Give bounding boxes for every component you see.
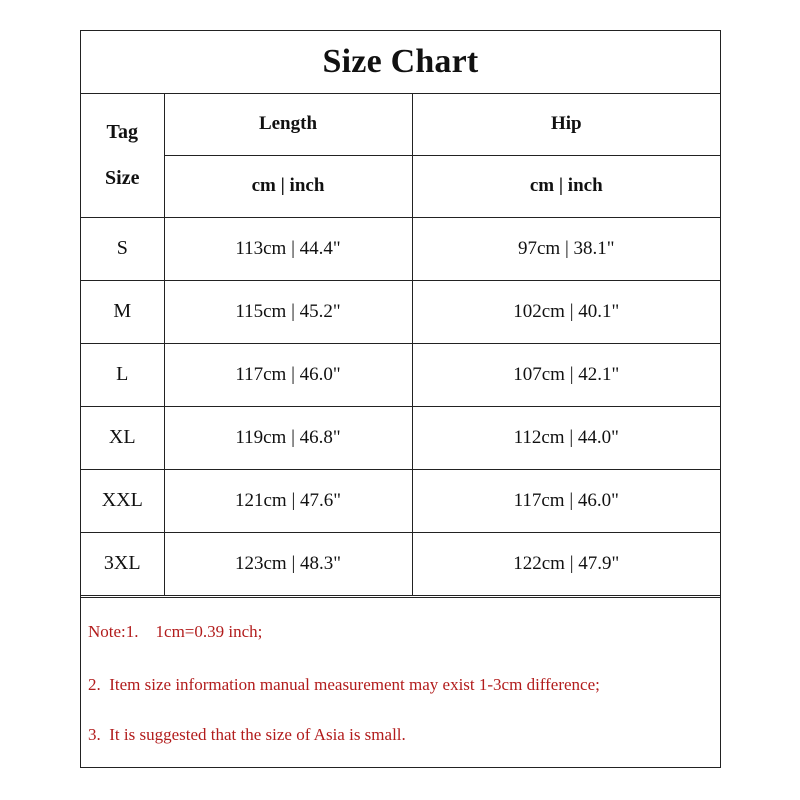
note-3: 3. It is suggested that the size of Asia is small. bbox=[88, 725, 406, 744]
tag-size-line2: Size bbox=[105, 166, 140, 189]
hip-header: Hip bbox=[412, 93, 720, 155]
length-cell: 119cm | 46.8" bbox=[164, 406, 412, 469]
length-cell: 121cm | 47.6" bbox=[164, 469, 412, 532]
size-cell: L bbox=[81, 343, 164, 406]
title-row bbox=[81, 31, 720, 94]
table-row bbox=[81, 280, 720, 343]
hip-cell: 102cm | 40.1" bbox=[412, 280, 720, 343]
note-1: Note:1. 1cm=0.39 inch; bbox=[88, 622, 263, 641]
size-cell: XL bbox=[81, 406, 164, 469]
hip-unit-header: cm | inch bbox=[412, 155, 720, 217]
table-row bbox=[81, 469, 720, 532]
length-unit-header: cm | inch bbox=[164, 155, 412, 217]
unit-row bbox=[81, 155, 720, 217]
header-row bbox=[81, 93, 720, 155]
length-cell: 113cm | 44.4" bbox=[164, 217, 412, 280]
hip-cell: 117cm | 46.0" bbox=[412, 469, 720, 532]
length-cell: 115cm | 45.2" bbox=[164, 280, 412, 343]
length-cell: 117cm | 46.0" bbox=[164, 343, 412, 406]
hip-cell: 112cm | 44.0" bbox=[412, 406, 720, 469]
table-row bbox=[81, 532, 720, 595]
size-cell: M bbox=[81, 280, 164, 343]
length-header: Length bbox=[164, 93, 412, 155]
size-table bbox=[81, 93, 720, 596]
hip-cell: 107cm | 42.1" bbox=[412, 343, 720, 406]
size-chart bbox=[80, 30, 721, 768]
tag-size-line1: Tag bbox=[106, 120, 138, 143]
notes-section bbox=[81, 597, 720, 768]
size-cell: XXL bbox=[81, 469, 164, 532]
length-cell: 123cm | 48.3" bbox=[164, 532, 412, 595]
note-2: 2. Item size information manual measurement may exist 1-3cm difference; bbox=[88, 675, 600, 694]
chart-title: Size Chart bbox=[322, 43, 479, 80]
size-cell: 3XL bbox=[81, 532, 164, 595]
table-row bbox=[81, 217, 720, 280]
table-row bbox=[81, 406, 720, 469]
hip-cell: 97cm | 38.1" bbox=[412, 217, 720, 280]
hip-cell: 122cm | 47.9" bbox=[412, 532, 720, 595]
tag-size-header bbox=[81, 93, 164, 217]
size-cell: S bbox=[81, 217, 164, 280]
table-row bbox=[81, 343, 720, 406]
